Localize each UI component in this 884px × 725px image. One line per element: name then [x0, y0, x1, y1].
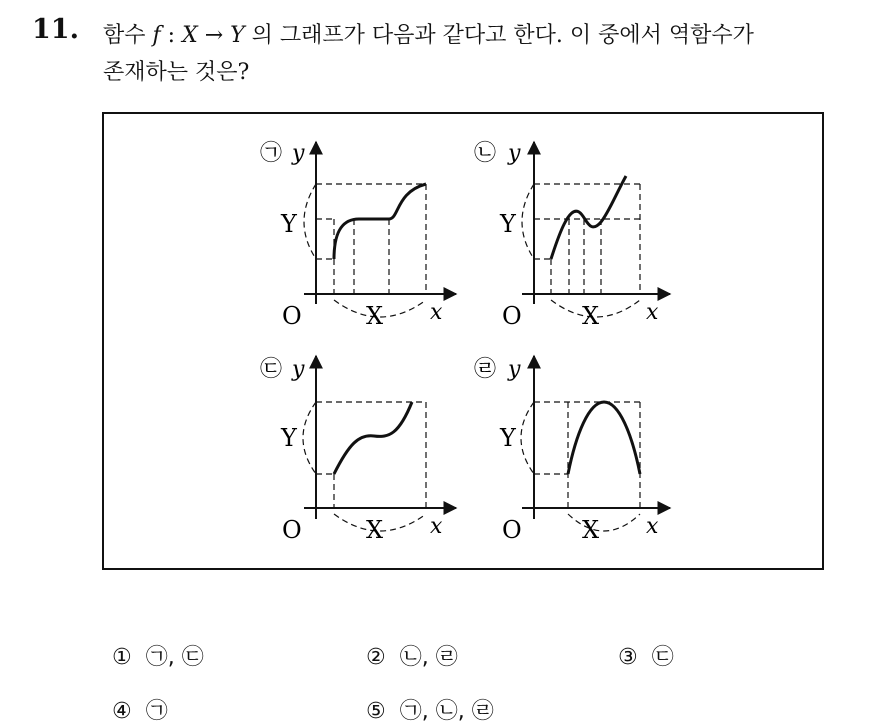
graph-2-dashes — [522, 184, 640, 317]
graph-2-y-label: y — [508, 141, 521, 166]
graph-4-curve — [568, 402, 640, 474]
set-y: Y — [230, 23, 245, 48]
function-f: f — [152, 23, 161, 48]
graph-1-x-label: x — [430, 300, 443, 325]
option-2-number: ② — [366, 645, 386, 670]
arrow: → — [197, 23, 231, 48]
graph-4-axes — [522, 356, 670, 519]
graph-4-origin-label: O — [502, 516, 522, 544]
graph-3-domain-label: X — [366, 516, 384, 544]
graph-3-origin-label: O — [282, 516, 302, 544]
graph-1-y-label: y — [292, 141, 305, 166]
option-1-text: ㉠, ㉢ — [145, 645, 204, 670]
graph-1-origin-label: O — [282, 302, 302, 330]
option-3[interactable] — [618, 640, 674, 671]
graph-4-dashes — [521, 402, 640, 531]
graph-2-marker: ㉡ — [474, 141, 497, 166]
graph-2-axes — [522, 142, 670, 304]
graph-2-domain-label: X — [582, 302, 600, 330]
option-5[interactable] — [366, 694, 494, 725]
graph-1 — [260, 141, 456, 330]
question-text-line1 — [103, 18, 754, 49]
graph-4 — [474, 356, 670, 544]
option-5-number: ⑤ — [366, 699, 386, 724]
graph-4-domain-label: X — [582, 516, 600, 544]
graph-2-codomain-label: Y — [500, 210, 516, 238]
graph-1-domain-label: X — [366, 302, 384, 330]
figure-box — [102, 112, 824, 570]
option-1[interactable] — [112, 640, 204, 671]
option-1-number: ① — [112, 645, 132, 670]
graph-3 — [260, 356, 456, 544]
graph-1-dashes — [304, 184, 426, 317]
option-3-number: ③ — [618, 645, 638, 670]
question-number: 11. — [32, 14, 79, 45]
graph-2-origin-label: O — [502, 302, 522, 330]
graph-3-dashes — [303, 402, 426, 531]
option-2[interactable] — [366, 640, 458, 671]
graph-4-codomain-label: Y — [500, 424, 516, 452]
option-5-text: ㉠, ㉡, ㉣ — [399, 699, 494, 724]
graph-2-x-label: x — [646, 300, 659, 325]
graph-2-curve — [551, 176, 626, 259]
graphs-figure — [104, 114, 822, 568]
graph-2 — [474, 141, 670, 330]
graph-4-y-label: y — [508, 357, 521, 382]
option-4-number: ④ — [112, 699, 132, 724]
graph-1-marker: ㉠ — [260, 141, 283, 166]
graph-3-curve — [334, 402, 412, 474]
set-x: X — [182, 23, 198, 48]
graph-3-codomain-label: Y — [281, 424, 297, 452]
question-text-a: 함수 — [103, 23, 153, 48]
colon: : — [160, 23, 183, 48]
option-4[interactable] — [112, 694, 168, 725]
graph-3-marker: ㉢ — [260, 357, 283, 382]
graph-4-marker: ㉣ — [474, 357, 497, 382]
graph-1-curve — [334, 184, 426, 259]
graph-4-x-label: x — [646, 514, 659, 539]
question-text-line2: 존재하는 것은? — [103, 60, 250, 85]
question-text-b: 의 그래프가 다음과 같다고 한다. 이 중에서 역함수가 — [244, 23, 754, 48]
graph-1-axes — [304, 142, 456, 304]
option-3-text: ㉢ — [651, 645, 674, 670]
option-4-text: ㉠ — [145, 699, 168, 724]
graph-3-y-label: y — [292, 357, 305, 382]
graph-1-codomain-label: Y — [281, 210, 297, 238]
option-2-text: ㉡, ㉣ — [399, 645, 458, 670]
graph-3-x-label: x — [430, 514, 443, 539]
